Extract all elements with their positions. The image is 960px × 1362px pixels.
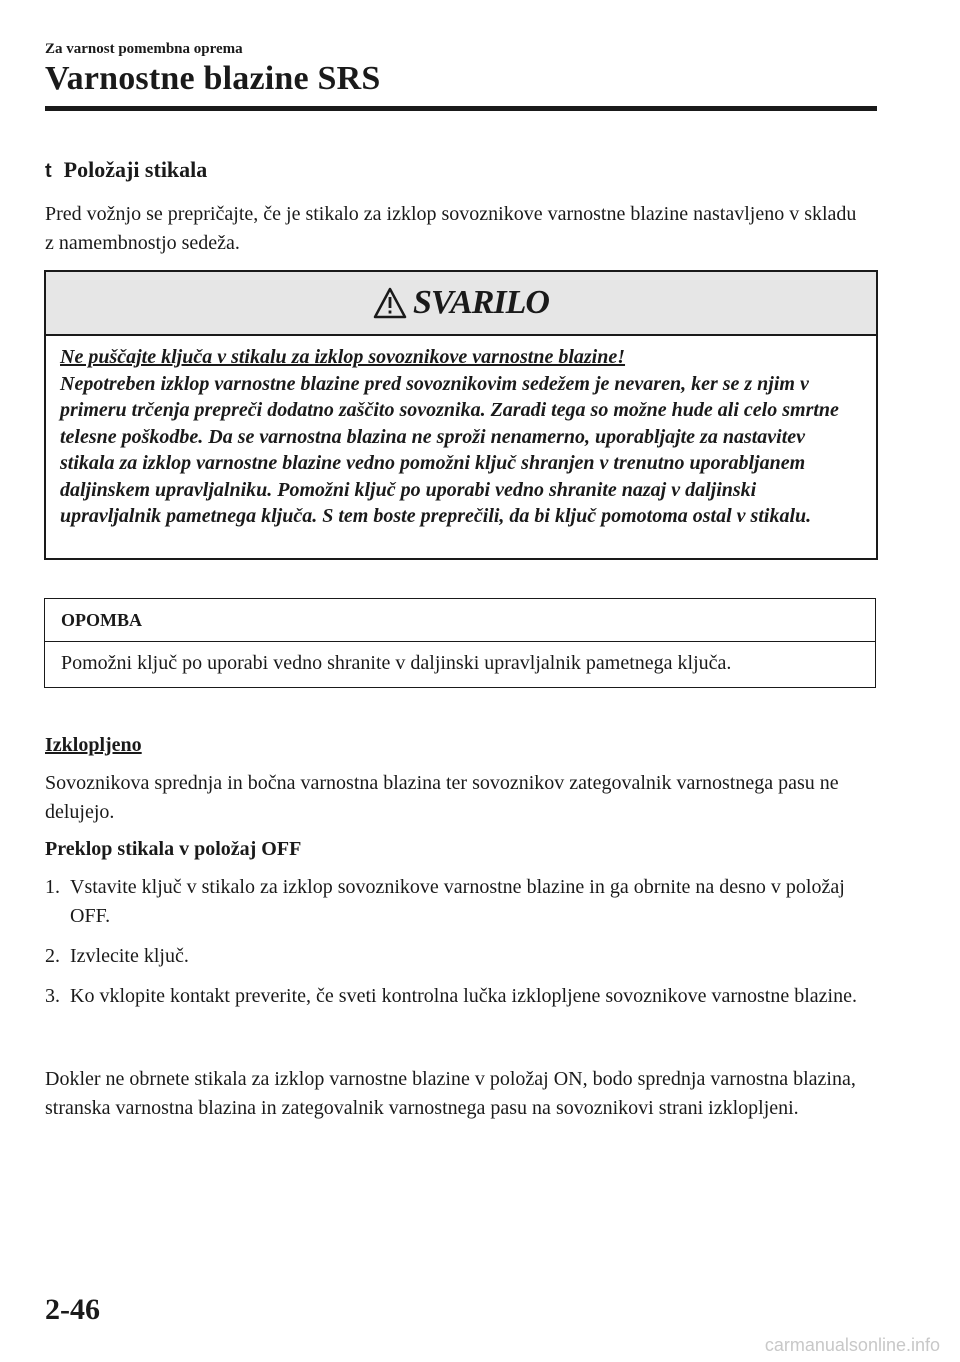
page-number: 2-46 xyxy=(45,1293,100,1326)
page-title: Varnostne blazine SRS xyxy=(45,60,381,97)
section-label: Za varnost pomembna oprema xyxy=(45,41,243,57)
intro-paragraph: Pred vožnjo se prepričajte, če je stikalo za izklop sovoznikove varnostne blazine nastavljeno v skladu z namembnostjo sedeža. xyxy=(45,203,857,254)
list-item xyxy=(45,982,875,1011)
header-rule xyxy=(45,106,877,111)
note-text: Pomožni ključ po uporabi vedno shranite v daljinski upravljalnik pametnega ključa. xyxy=(61,652,732,674)
warning-text: Nepotreben izklop varnostne blazine pred sovoznikovim sedežem je nevaren, ker se z njim v primeru trčenja prepreči dodatno zaščito sovoznika. Zaradi tega so možne hude ali celo smrtne telesne poškodbe. Da se varnostna blazina ne sproži nenamerno, uporabljajte za nastavitev stikala za izklop varnostne blazine vedno pomožni ključ shranjen v trenutno uporabljanem daljinskem upravljalniku. Pomožni ključ po uporabi vedno shranite nazaj v daljinski upravljalnik pametnega ključa. S tem boste preprečili, da bi ključ pomotoma ostal v stikalu. xyxy=(60,372,839,527)
procedure-title: Preklop stikala v položaj OFF xyxy=(45,838,302,860)
list-item xyxy=(45,873,875,931)
watermark: carmanualsonline.info xyxy=(764,1335,940,1355)
warning-first-line: Ne puščajte ključa v stikalu za izklop sovoznikove varnostne blazine! xyxy=(60,346,626,368)
note-title: OPOMBA xyxy=(45,599,875,642)
step-number: 3. xyxy=(45,985,60,1007)
procedure-steps xyxy=(45,873,875,1022)
section-heading-text: Položaji stikala xyxy=(63,157,208,182)
step-text: Vstavite ključ v stikalo za izklop sovoznikove varnostne blazine in ga obrnite na desno v položaj OFF. xyxy=(70,876,845,927)
warning-title: SVARILO xyxy=(413,284,549,321)
step-number: 1. xyxy=(45,876,60,898)
warning-body xyxy=(46,336,876,530)
warning-triangle-icon xyxy=(373,287,407,319)
warning-header xyxy=(46,272,876,336)
section-bullet: t xyxy=(45,160,52,182)
section-heading xyxy=(45,157,207,183)
step-text: Izvlecite ključ. xyxy=(70,945,189,967)
final-paragraph: Dokler ne obrnete stikala za izklop varnostne blazine v položaj ON, bodo sprednja varnostna blazina, stranska varnostna blazina in zategovalnik varnostnega pasu na sovoznikovi strani izklopljeni. xyxy=(45,1068,856,1119)
step-text: Ko vklopite kontakt preverite, če sveti kontrolna lučka izklopljene sovoznikove varnostne blazine. xyxy=(70,985,857,1007)
list-item xyxy=(45,942,875,971)
note-box xyxy=(44,598,876,688)
step-number: 2. xyxy=(45,945,60,967)
off-heading: Izklopljeno xyxy=(45,734,142,756)
off-description: Sovoznikova sprednja in bočna varnostna blazina ter sovoznikov zategovalnik varnostnega pasu ne delujejo. xyxy=(45,772,839,823)
warning-box xyxy=(44,270,878,560)
